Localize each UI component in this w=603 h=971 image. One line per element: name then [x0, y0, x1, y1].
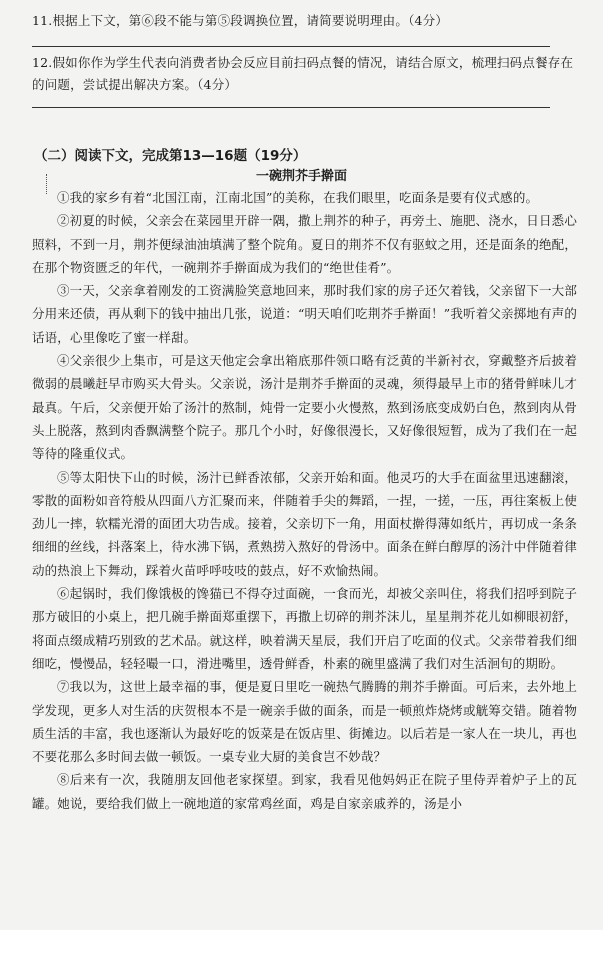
answer-line	[32, 107, 550, 108]
paragraph-8: ⑧后来有一次，我随朋友回他老家探望。到家，我看见他妈妈正在院子里侍弄着炉子上的瓦罐。她说，要给我们做上一碗地道的家常鸡丝面，鸡是自家亲戚养的，汤是小	[32, 772, 577, 811]
paragraph-7: ⑦我以为，这世上最幸福的事，便是夏日里吃一碗热气腾腾的荆芥手擀面。可后来，去外地上学发现，更多人对生活的庆贺根本不是一碗亲手做的面条，而是一顿煎炸烧烤或觥筹交错。随着物质生活的丰富，我也逐渐认为最好吃的饭菜是在饭店里、街摊边。以后若是一家人在一块儿，再也不要花那么多时间去做一顿饭。一桌专业大厨的美食岂不妙哉？	[32, 679, 577, 765]
paragraph-4: ④父亲很少上集市，可是这天他定会拿出箱底那件领口略有泛黄的半新衬衣，穿戴整齐后披着微弱的晨曦赶早市购买大骨头。父亲说，汤汁是荆芥手擀面的灵魂，须得最早上市的猪骨鲜味儿才最真。午后，父亲便开始了汤汁的熬制，炖骨一定要小火慢熬，熬到汤底变成奶白色，熬到肉从骨头上脱落，熬到肉香飘满整个院子。那几个小时，好像很漫长，又好像很短暂，成为了我们在一起等待的隆重仪式。	[32, 353, 577, 462]
question-12: 12.假如你作为学生代表向消费者协会反应目前扫码点餐的情况，请结合原文，梳理扫码点餐存在的问题，尝试提出解决方案。（4分）	[32, 55, 574, 92]
article-body	[32, 186, 577, 815]
paragraph-6: ⑥起锅时，我们像饿极的馋猫已不得夺过面碗，一食而光，却被父亲叫住，将我们招呼到院子那方破旧的小桌上，把几碗手擀面郑重摆下，再撒上切碎的荆芥沫儿，星星荆芥花儿如柳眼初舒，将面点缀成精巧别致的艺术品。就这样，映着满天星辰，我们开启了吃面的仪式。父亲带着我们细细吃，慢慢品，轻轻嘬一口，滑进嘴里，透骨鲜香，朴素的碗里盛满了我们对生活洄旬的期盼。	[32, 586, 577, 671]
section-heading: （二）阅读下文，完成第13—16题（19分）	[34, 148, 307, 164]
question-11: 11.根据上下文，第⑥段不能与第⑤段调换位置，请简要说明理由。（4分）	[32, 13, 449, 28]
paragraph-3: ③一天，父亲拿着刚发的工资满脸笑意地回来，那时我们家的房子还欠着钱，父亲留下一大部分用来还债，再从剩下的钱中抽出几张，说道：“明天咱们吃荆芥手擀面！”我听着父亲掷地有声的话语，心里像吃了蜜一样甜。	[32, 283, 577, 345]
answer-line	[32, 46, 550, 47]
paragraph-5: ⑤等太阳快下山的时候，汤汁已鲜香浓郁，父亲开始和面。他灵巧的大手在面盆里迅速翻滚，零散的面粉如音符般从四面八方汇聚而来，伴随着手尖的舞蹈，一捏，一搓，一压，再往案板上使劲儿一摔，软糯光滑的面团大功告成。接着，父亲切下一角，用面杖擀得薄如纸片，再切成一条条细细的丝线，抖落案上，待水沸下锅，煮熟捞入熬好的骨汤中。面条在鲜白醇厚的汤汁中伴随着律动的热浪上下舞动，踩着火苗呼呼吱吱的鼓点，好不欢愉热闹。	[32, 469, 577, 578]
paragraph-1: ①我的家乡有着“北国江南，江南北国”的美称，在我们眼里，吃面条是要有仪式感的。	[57, 190, 539, 205]
paragraph-2: ②初夏的时候，父亲会在菜园里开辟一隅，撒上荆芥的种子，再旁土、施肥、浇水，日日悉心照料，不到一月，荆芥便绿油油填满了整个院角。夏日的荆芥不仅有驱蚊之用，还是面条的绝配，在那个物资匮乏的年代，一碗荆芥手擀面成为我们的“绝世佳肴”。	[32, 213, 577, 275]
article-title: 一碗荆芥手擀面	[255, 169, 347, 184]
